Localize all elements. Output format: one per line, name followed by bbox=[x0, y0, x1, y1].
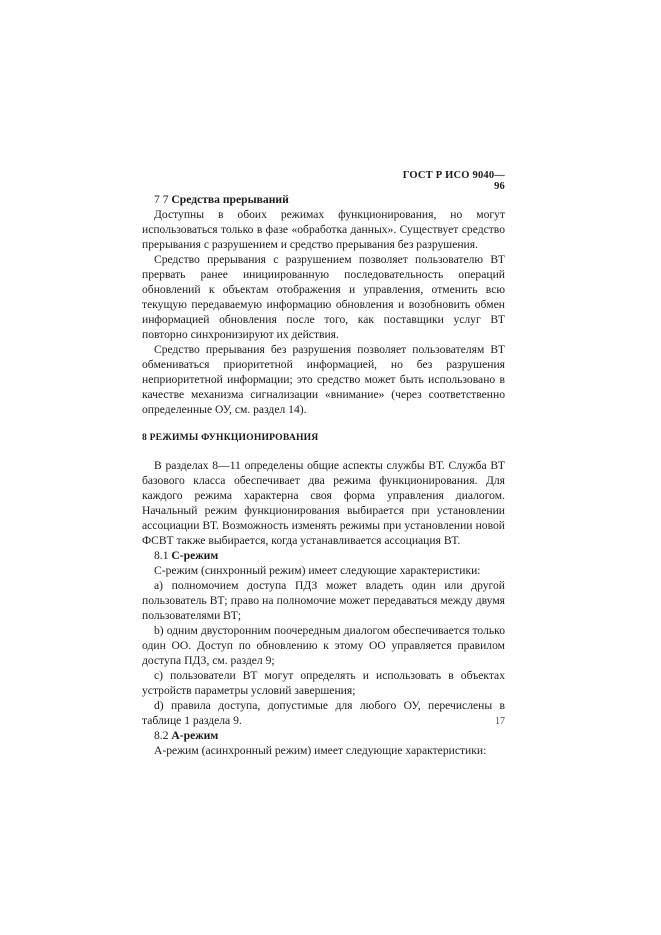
list-item: b) одним двусторонним поочередным диалогом обеспечивается только один ОО. Доступ по обновлению к этому ОО управляется правилом доступа ПДЗ, см. раздел 9; bbox=[142, 624, 505, 667]
page-body bbox=[142, 192, 505, 758]
page-number: 17 bbox=[495, 716, 505, 727]
subsection-number: 8.1 bbox=[154, 549, 169, 562]
paragraph: С-режим (синхронный режим) имеет следующие характеристики: bbox=[154, 564, 481, 577]
paragraph: А-режим (асинхронный режим) имеет следующие характеристики: bbox=[154, 744, 487, 757]
subsection-heading-7-7 bbox=[142, 192, 505, 207]
paragraph: Доступны в обоих режимах функционирования, но могут использоваться только в фазе «обработка данных». Существует средство прерывания с разрушением и средство прерывания без разрушения. bbox=[142, 208, 505, 251]
list-item: а) полномочием доступа ПДЗ может владеть один или другой пользователь ВТ; право на полномочие может передаваться между двумя пользователями ВТ; bbox=[142, 579, 505, 622]
list-item: d) правила доступа, допустимые для любого ОУ, перечислены в таблице 1 раздела 9. bbox=[142, 699, 505, 727]
subsection-title: Средства прерываний bbox=[171, 193, 289, 206]
paragraph: Средство прерывания без разрушения позволяет пользователям ВТ обмениваться приоритетной информацией, но без разрушения неприоритетной информации; это средство может быть использовано в качестве механизма сигнализации «внимание» (через соответственно определенные ОУ, см. раздел 14). bbox=[142, 343, 505, 416]
list-item: c) пользователи ВТ могут определять и использовать в объектах устройств параметры условий завершения; bbox=[142, 669, 505, 697]
subsection-heading-8-2 bbox=[142, 728, 505, 743]
subsection-number: 8.2 bbox=[154, 729, 169, 742]
subsection-title: С-режим bbox=[171, 549, 219, 562]
subsection-number: 7 7 bbox=[154, 193, 169, 206]
subsection-title: А-режим bbox=[171, 729, 219, 742]
standard-designation: ГОСТ Р ИСО 9040—96 bbox=[402, 170, 505, 192]
section-heading-8: 8 РЕЖИМЫ ФУНКЦИОНИРОВАНИЯ bbox=[142, 432, 319, 443]
paragraph: В разделах 8—11 определены общие аспекты службы ВТ. Служба ВТ базового класса обеспечивает два режима функционирования. Для каждого режима характерна своя форма управления диалогом. Начальный режим функционирования выбирается при установлении ассоциации ВТ. Возможность изменять режимы при установлении новой ФСВТ также выбирается, когда устанавливается ассоциация ВТ. bbox=[142, 459, 505, 547]
subsection-heading-8-1 bbox=[142, 548, 505, 563]
paragraph: Средство прерывания с разрушением позволяет пользователю ВТ прервать ранее инициированную последовательность операций обновлений к объектам отображения и управления, отменить всю текущую передаваемую информацию обновления и возобновить обмен информацией обновления после того, как поставщики услуг ВТ повторно синхронизируют их действия. bbox=[142, 253, 505, 341]
